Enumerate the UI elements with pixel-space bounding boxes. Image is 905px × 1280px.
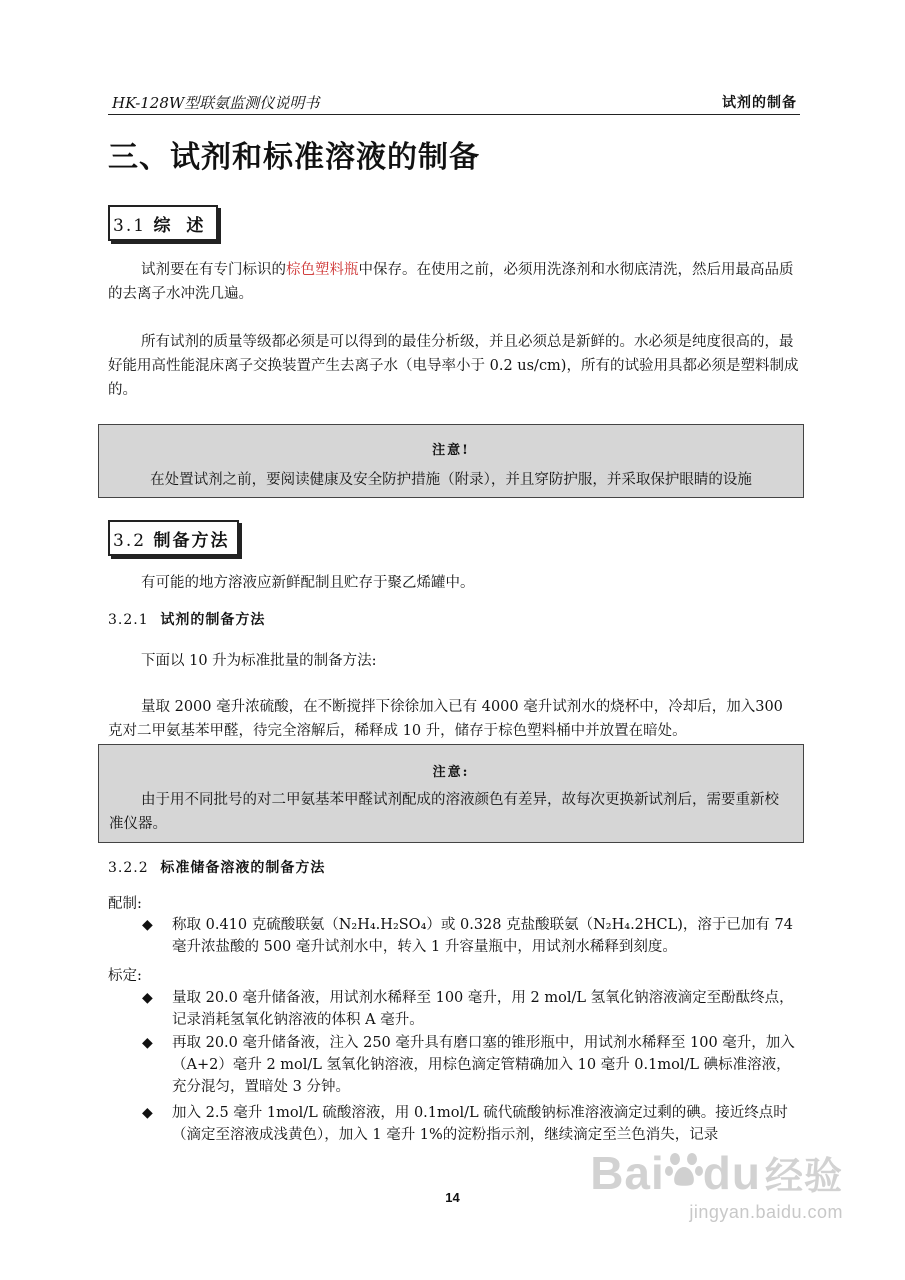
note-box-safety: [98, 424, 804, 498]
section-3-1-para-2: 所有试剂的质量等级都必须是可以得到的最佳分析级，并且必须总是新鲜的。水必须是纯度很高的，最好能用高性能混床离子交换装置产生去离子水（电导率小于 0.2 us/cm)，所有的试验用具都必须是塑料制成的。: [108, 334, 799, 398]
watermark-url: jingyan.baidu.com: [689, 1202, 843, 1222]
section-number: 3.1: [113, 216, 147, 236]
baidu-watermark: [590, 1148, 843, 1223]
header-section-title: 试剂的制备: [722, 95, 797, 111]
note-title: 注意!: [432, 443, 470, 458]
section-title: 综 述: [153, 216, 209, 236]
subsection-number: 3.2.2: [108, 860, 149, 876]
subsection-3-2-2-heading: [108, 857, 325, 877]
highlighted-term: 棕色塑料瓶: [286, 262, 359, 278]
subsection-title: 标准储备溶液的制备方法: [160, 860, 326, 876]
list-item: 再取 20.0 毫升储备液，注入 250 毫升具有磨口塞的锥形瓶中，用试剂水稀释至 100 毫升，加入（A+2）毫升 2 mol/L 氢氧化钠溶液，用棕色滴定管精确加入 10 毫升 0.1mol/L 碘标准溶液，充分混匀，置暗处 3 分钟。: [172, 1035, 795, 1095]
subsection-3-2-1-heading: [108, 609, 265, 629]
watermark-brand-part: Bai: [590, 1147, 665, 1199]
section-3-1-para-1: 试剂要在有专门标识的棕色塑料瓶中保存。在使用之前，必须用洗涤剂和水彻底清洗，然后用最高品质的去离子水冲洗几遍。: [108, 262, 794, 302]
section-title: 制备方法: [153, 531, 230, 551]
bullet-diamond-icon: ◆: [142, 1035, 153, 1051]
preparation-label: 配制:: [108, 896, 142, 912]
paw-icon: [665, 1149, 703, 1189]
bullet-diamond-icon: ◆: [142, 1105, 153, 1121]
note-body: 由于用不同批号的对二甲氨基苯甲醛试剂配成的溶液颜色有差异，故每次更换新试剂后，需要重新校准仪器。: [109, 792, 779, 832]
section-3-2-intro: 有可能的地方溶液应新鲜配制且贮存于聚乙烯罐中。: [141, 575, 475, 591]
list-item: 称取 0.410 克硫酸联氨（N₂H₄.H₂SO₄）或 0.328 克盐酸联氨（N₂H₄.2HCL)，溶于已加有 74 毫升浓盐酸的 500 毫升试剂水中，转入 1 升容量瓶中，用试剂水稀释到刻度。: [172, 917, 793, 955]
header-doc-title: HK-128W型联氨监测仪说明书: [112, 94, 320, 112]
subsection-3-2-1-para-2: 量取 2000 毫升浓硫酸，在不断搅拌下徐徐加入已有 4000 毫升试剂水的烧杯中，冷却后，加入300 克对二甲氨基苯甲醛，待完全溶解后，稀释成 10 升，储存于棕色塑料桶中并放置在暗处。: [108, 699, 783, 739]
note-body: 在处置试剂之前，要阅读健康及安全防护措施（附录），并且穿防护服，并采取保护眼睛的设施: [150, 472, 752, 488]
section-number: 3.2: [113, 531, 147, 551]
bullet-diamond-icon: ◆: [142, 917, 153, 933]
list-item: 加入 2.5 毫升 1mol/L 硫酸溶液，用 0.1mol/L 硫代硫酸钠标准溶液滴定过剩的碘。接近终点时（滴定至溶液成浅黄色），加入 1 毫升 1%的淀粉指示剂，继续滴定至兰色消失，记录: [172, 1105, 788, 1143]
subsection-title: 试剂的制备方法: [160, 612, 266, 628]
section-3-1-heading: [108, 205, 218, 241]
calibration-label: 标定:: [108, 968, 142, 984]
header-divider: [108, 114, 800, 115]
subsection-number: 3.2.1: [108, 612, 149, 628]
chapter-title: 三、试剂和标准溶液的制备: [108, 140, 480, 175]
list-item: 量取 20.0 毫升储备液，用试剂水稀释至 100 毫升，用 2 mol/L 氢氧化钠溶液滴定至酚酞终点，记录消耗氢氧化钠溶液的体积 A 毫升。: [172, 990, 794, 1028]
page-number: 14: [445, 1190, 460, 1205]
bullet-diamond-icon: ◆: [142, 990, 153, 1006]
note-box-calibration: [98, 744, 804, 843]
watermark-brand-part: 经验: [764, 1156, 843, 1198]
watermark-brand-part: du: [702, 1147, 761, 1199]
note-title: 注意:: [432, 765, 470, 780]
subsection-3-2-1-para-1: 下面以 10 升为标准批量的制备方法:: [141, 653, 377, 669]
section-3-2-heading: [108, 520, 239, 556]
